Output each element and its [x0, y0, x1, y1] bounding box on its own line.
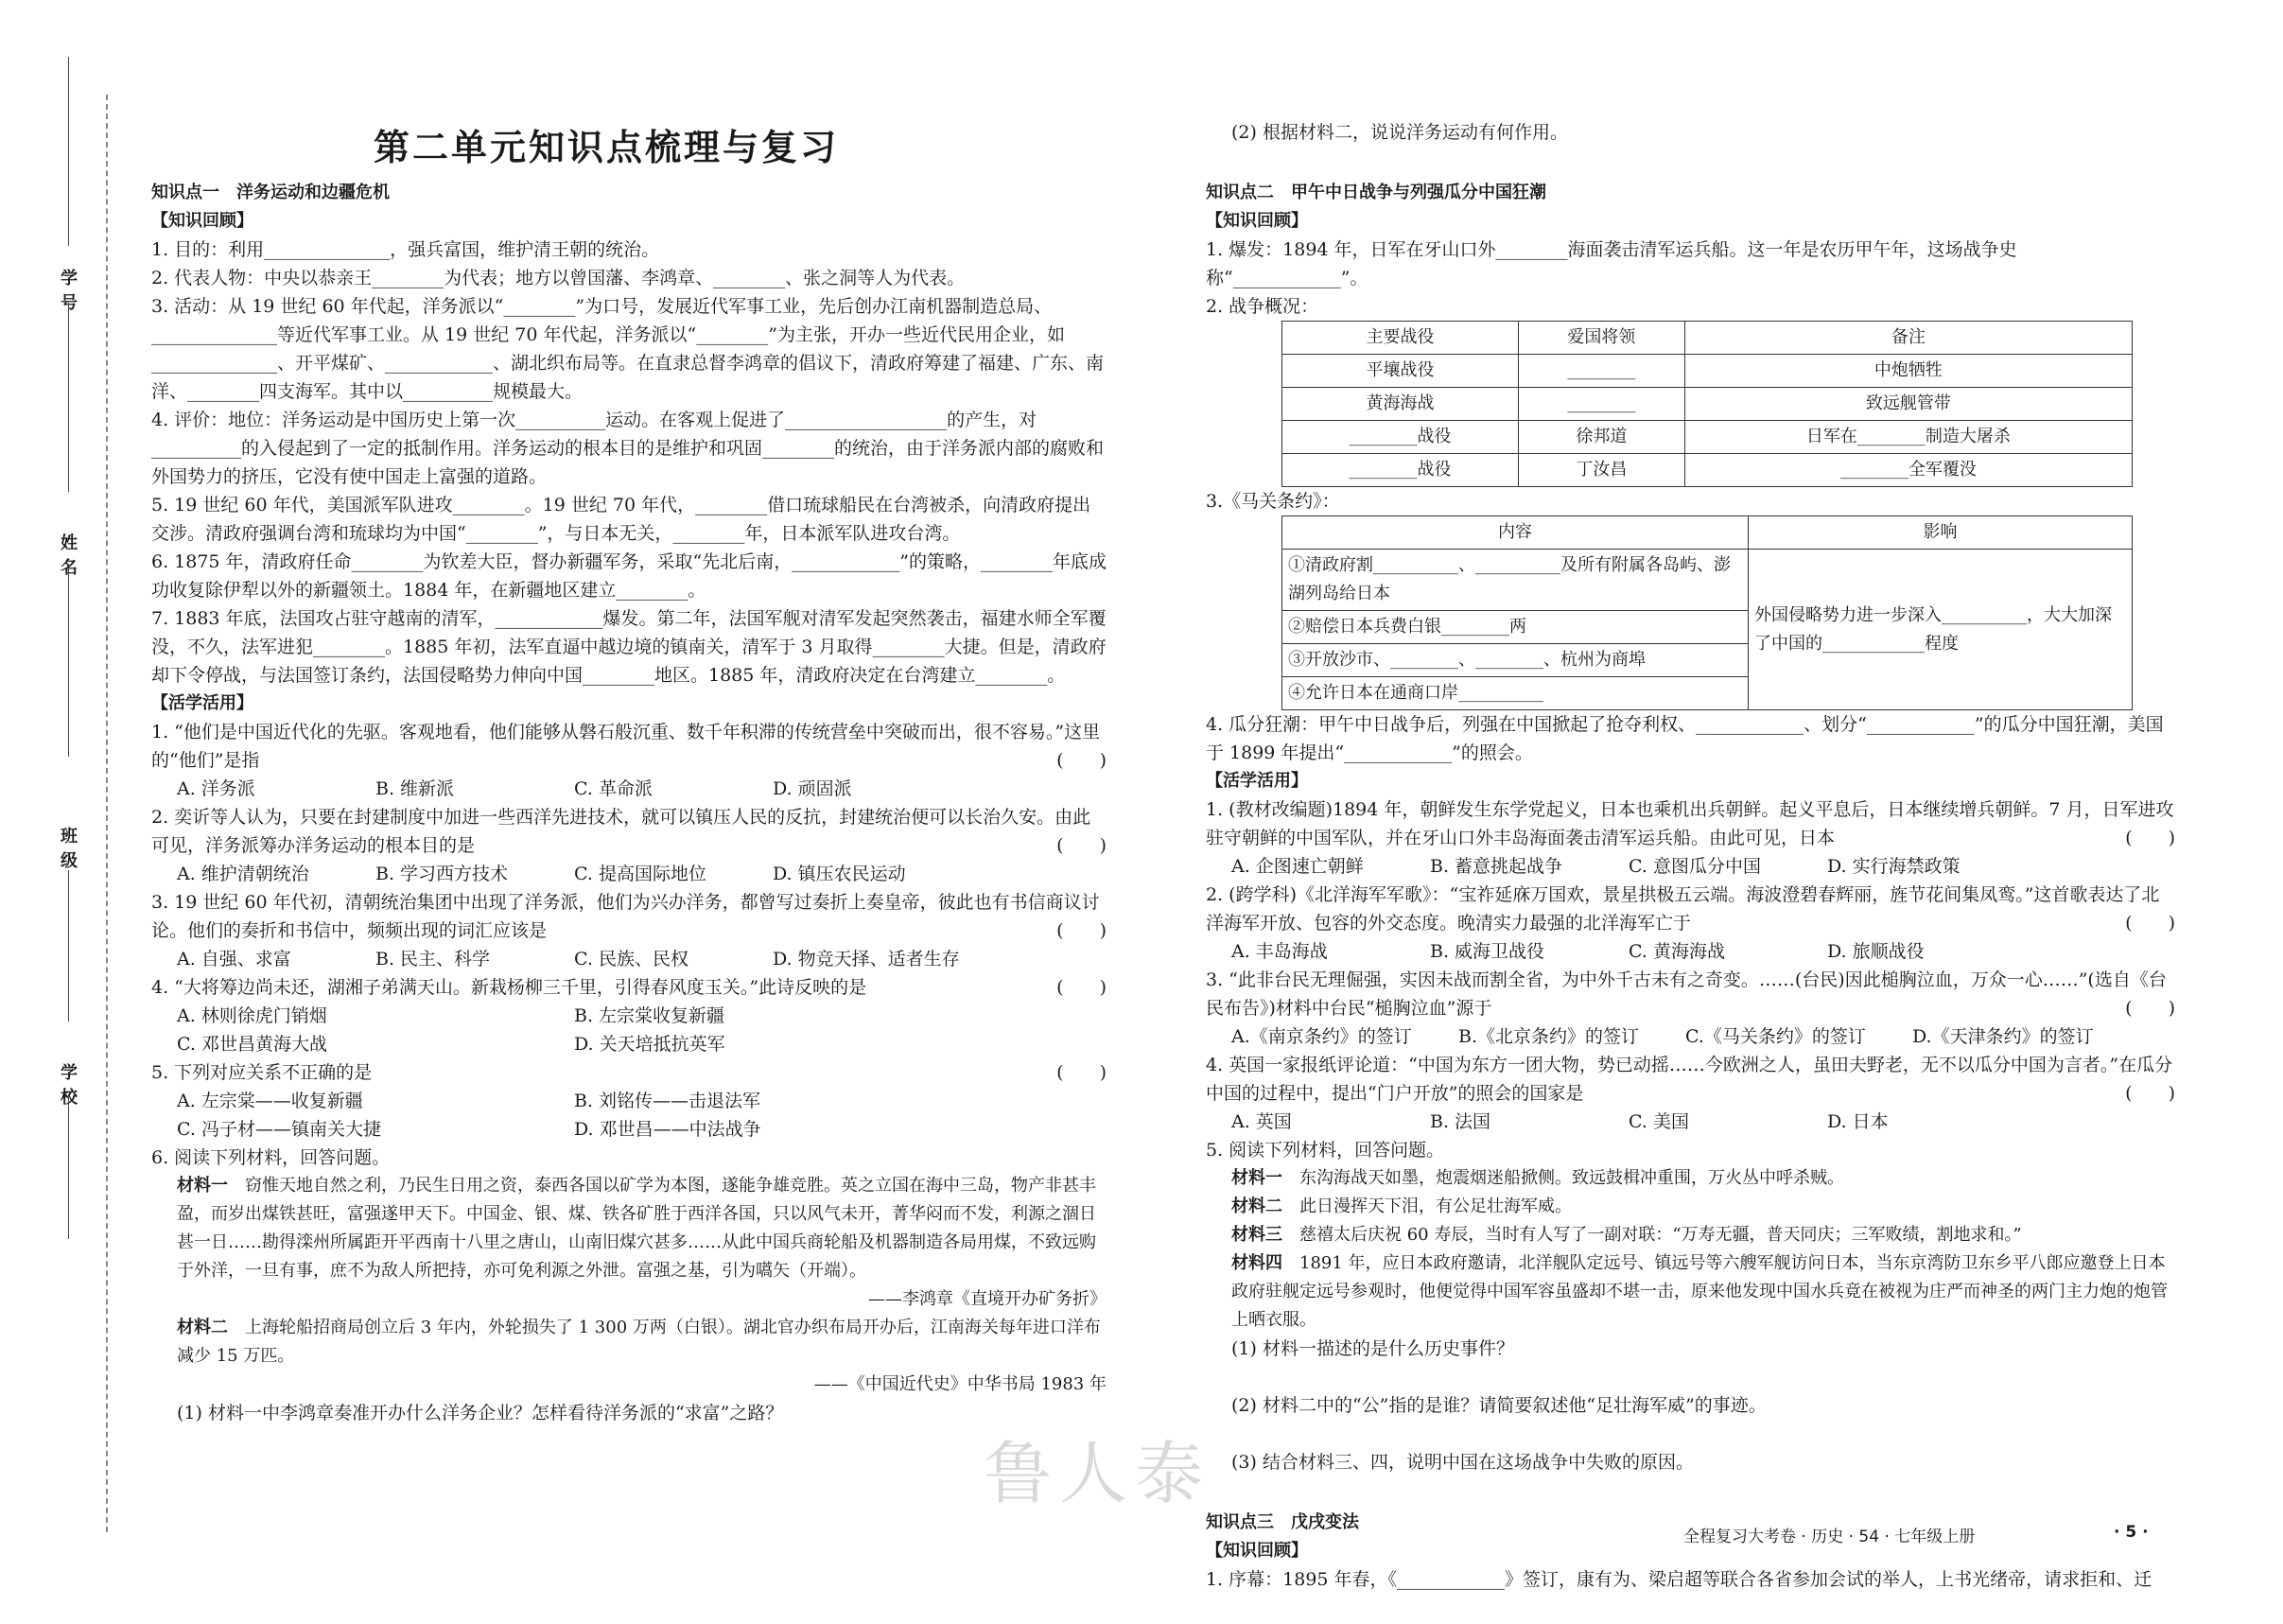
question-5-options: A. 左宗棠——收复新疆 B. 刘铭传——击退法军 [177, 1091, 761, 1111]
xuehao-label: 学号 [61, 269, 78, 313]
r-sub-question-2: (2) 材料二中的“公”指的是谁？请简要叙述他“足壮海军威”的事迹。 [1231, 1395, 1767, 1416]
question-4: 4. “大将筹边尚未还，湖湘子弟满天山。新栽杨柳三千里，引得春风度玉关。”此诗反映的是 ( ) [151, 977, 1107, 998]
cut-line [106, 95, 108, 1532]
treaty-effect: 外国侵略势力进一步深入__________，大大加深了中国的____________程度 [1749, 550, 2133, 710]
sub-question-1: (1) 材料一中李鸿章奏准开办什么洋务企业？怎样看待洋务派的“求富”之路？ [177, 1403, 784, 1423]
r-question-3: 3. “此非台民无理倔强，实因未战而割全省，为中外千古未有之奇变。……(台民)因此槌胸泣血，万众一心……”(选自《台民布告》)材料中台民“槌胸泣血”源于 ( ) [1206, 969, 2175, 1019]
kp1-item-5: 5. 19 世纪 60 年代，美国派军队进攻________。19 世纪 70 年代，________借口琉球船民在台湾被杀，向清政府提出交涉。清政府强调台湾和琉球均为中国“________”，与日本无关，________年，日本派军队进攻台湾。 [151, 495, 1091, 544]
table-row: ①清政府割__________、__________及所有附属各岛屿、澎湖列岛给日本 外国侵略势力进一步深入__________，大大加深了中国的____________程度 [1282, 550, 2133, 611]
r-question-2: 2. (跨学科)《北洋海军军歌》：“宝祚延庥万国欢，景星拱极五云端。海波澄碧春辉丽，旌节花间集凤鸾。”这首歌表达了北洋海军开放、包容的外交态度。晚清实力最强的北洋海军亡于 ( ) [1206, 884, 2175, 934]
right-column [1206, 118, 2175, 1594]
table-row: ③开放沙市、________、________、杭州为商埠 [1282, 644, 2133, 677]
question-3: 3. 19 世纪 60 年代初，清朝统治集团中出现了洋务派，他们为兴办洋务，都曾写过奏折上奏皇帝，彼此也有书信商议讨论。他们的奏折和书信中，频频出现的词汇应该是 ( ) [151, 892, 1107, 941]
r-question-3-options: A.《南京条约》的签订 B.《北京条约》的签订 C.《马关条约》的签订 D.《天津条约》的签订 [1231, 1026, 2094, 1047]
table-row: 黄海海战 ________ 致远舰管带 [1282, 388, 2133, 421]
banji-label: 班级 [61, 827, 78, 871]
r-sub-question-1: (1) 材料一描述的是什么历史事件？ [1231, 1338, 1514, 1359]
r-question-1-options: A. 企图速亡朝鲜 B. 蓄意挑起战争 C. 意图瓜分中国 D. 实行海禁政策 [1231, 856, 1961, 877]
page-title: 第二单元知识点梳理与复习 [374, 127, 840, 168]
xuexiao-label: 学校 [61, 1063, 78, 1108]
review-heading-3: 【知识回顾】 [1206, 1541, 1308, 1561]
kp3-heading: 知识点三 戊戌变法 [1206, 1512, 1359, 1532]
review-heading: 【知识回顾】 [151, 211, 253, 231]
kp1-item-7: 7. 1883 年底，法国攻占驻守越南的清军，____________爆发。第二年，法国军舰对清军发起突然袭击，福建水师全军覆没，不久，法军进犯________。1885 年初，法军直逼中越边境的镇南关，清军于 3 月取得________大捷。但是，清政府却下令停战，与法国签订条约，法国侵略势力伸向中国________地区。1885 年，清政府决定在台湾建立________。 [151, 608, 1107, 686]
xingming-label: 姓名 [61, 533, 78, 578]
material-2-source: ——《中国近代史》中华书局 1983 年 [813, 1374, 1107, 1394]
r-material-3: 材料三 慈禧太后庆祝 60 寿辰，当时有人写了一副对联：“万寿无疆，普天同庆；三军败绩，割地求和。” [1231, 1225, 2022, 1245]
review-heading-2: 【知识回顾】 [1206, 211, 1308, 231]
question-5: 5. 下列对应关系不正确的是 ( ) [151, 1062, 1107, 1083]
material-2: 材料二 上海轮船招商局创立后 3 年内，外轮损失了 1 300 万两（白银）。湖北官办织布局开办后，江南海关每年进口洋布减少 15 万匹。 [177, 1318, 1101, 1366]
binding-margin [0, 0, 123, 1624]
material-1-source: ——李鸿章《直境开办矿务折》 [868, 1289, 1107, 1309]
r-material-2: 材料二 此日漫挥天下泪，有公足壮海军威。 [1231, 1196, 1572, 1216]
r-sub-question-3: (3) 结合材料三、四，说明中国在这场战争中失败的原因。 [1231, 1452, 1694, 1473]
kp1-item-1: 1. 目的：利用______________，强兵富国，维护清王朝的统治。 [151, 239, 660, 260]
table-row: ________战役 徐邦道 日军在________制造大屠杀 [1282, 421, 2133, 454]
kp1-item-6: 6. 1875 年，清政府任命________为钦差大臣，督办新疆军务，采取“先北后南，____________”的策略，________年底成功收复除伊犁以外的新疆领土。1884 年，在新疆地区建立________。 [151, 551, 1107, 601]
r-material-1: 材料一 东沟海战天如墨，炮震烟迷船掀侧。致远鼓楫冲重围，万火丛中呼杀贼。 [1231, 1168, 1844, 1188]
kp3-item-1: 1. 序幕：1895 年春，《____________》签订，康有为、梁启超等联合各省参加会试的举人，上书光绪帝，请求拒和、迁 [1206, 1569, 2152, 1590]
kp2-item-3: 3.《马关条约》： [1206, 491, 1340, 512]
kp2-item-4: 4. 瓜分狂潮：甲午中日战争后，列强在中国掀起了抢夺利权、____________、划分“____________”的瓜分中国狂潮，美国于 1899 年提出“____________”的照会。 [1206, 714, 2164, 763]
question-1-options: A. 洋务派 B. 维新派 C. 革命派 D. 顽固派 [177, 778, 852, 799]
r-question-4-options: A. 英国 B. 法国 C. 美国 D. 日本 [1231, 1111, 1889, 1132]
kp2-item-2: 2. 战争概况： [1206, 296, 1319, 317]
sub-question-2: (2) 根据材料二，说说洋务运动有何作用。 [1231, 122, 1568, 143]
material-1: 材料一 窃惟天地自然之利，乃民生日用之资，泰西各国以矿学为本图，遂能争雄竞胜。英之立国在海中三岛，物产非甚丰盈，而岁出煤铁甚旺，富强遂甲天下。中国金、银、煤、铁各矿胜于西洋各国，只以风气未开，菁华闷而不发，利源之涸日甚一日……勘得滦州所属距开平西南十八里之唐山，山南旧煤穴甚多……从此中国兵商轮船及机器制造各局用煤，不致远购于外洋，一旦有事，庶不为敌人所把持，亦可免利源之外泄。富强之基，引为嚆矢（开端）。 [177, 1176, 1096, 1281]
kp1-item-2: 2. 代表人物：中央以恭亲王________为代表；地方以曾国藩、李鸿章、________、张之洞等人为代表。 [151, 268, 966, 288]
kp1-item-3: 3. 活动：从 19 世纪 60 年代起，洋务派以“________”为口号，发展近代军事工业，先后创办江南机器制造总局、______________等近代军事工业。从 19 世纪 70 年代起，洋务派以“________”为主张，开办一些近代民用企业，如______________、开平煤矿、____________、湖北织布局等。在直隶总督李鸿章的倡议下，清政府筹建了福建、广东、南洋、________四支海军。其中以__________规模最大。 [151, 296, 1105, 402]
battle-table: 主要战役 爱国将领 备注 平壤战役 ________ 中炮牺牲 黄海海战 ________ 致远舰管带 ________战役 徐邦道 日军在________制造大屠杀 ________战役 丁汝昌 ________全军覆没 [1281, 321, 2133, 487]
r-question-2-options: A. 丰岛海战 B. 威海卫战役 C. 黄海海战 D. 旅顺战役 [1231, 941, 1925, 962]
question-3-options: A. 自强、求富 B. 民主、科学 C. 民族、民权 D. 物竞天择、适者生存 [177, 949, 960, 969]
table-row: ④允许日本在通商口岸__________ [1282, 677, 2133, 710]
question-4-options: A. 林则徐虎门销烟 B. 左宗棠收复新疆 [177, 1005, 725, 1026]
practice-heading-2: 【活学活用】 [1206, 771, 1308, 791]
left-column: 知识点一 洋务运动和边疆危机 【知识回顾】 1. 目的：利用______________，强兵富国，维护清王朝的统治。 2. 代表人物：中央以恭亲王________为代表；地方以曾国藩、李鸿章、________、张之洞等人为代表。 3. 活动：从 19 世纪 60 年代起，洋务派以“________”为口号，发展近代军事工业，先后创办江南机器制造总局、______________等近代军事工业。从 19 世纪 70 年代起，洋务派以“________”为主张，开办一些近代民用企业，如______________、开平煤矿、____________、湖北织布局等。在直隶总督李鸿章的倡议下，清政府筹建了福建、广东、南洋、________四支海军。其中以__________规模最大。 4. 评价：地位：洋务运动是中国历史上第一次__________运动。在客观上促进了__________________的产生，对__________的入侵起到了一定的抵制作用。洋务运动的根本目的是维护和巩固________的统治，由于洋务派内部的腐败和外国势力的挤压，它没有使中国走上富强的道路。 5. 19 世纪 60 年代，美国派军队进攻________。19 世纪 70 年代，________借口琉球船民在台湾被杀，向清政府提出交涉。清政府强调台湾和琉球均为中国“________”，与日本无关，________年，日本派军队进攻台湾。 6. 1875 年，清政府任命________为钦差大臣，督办新疆军务，采取“先北后南，____________”的策略，________年底成功收复除伊犁以外的新疆领土。1884 年，在新疆地区建立________。 7. 1883 年底，法国攻占驻守越南的清军，____________爆发。第二年，法国军舰对清军发起突然袭击，福建水师全军覆没，不久，法军进犯________。1885 年初，法军直逼中越边境的镇南关，清军于 3 月取得________大捷。但是，清政府却下令停战，与法国签订条约，法国侵略势力伸向中国________地区。1885 年，清政府决定在台湾建立________。 【活学活用】 1. “他们是中国近代化的先驱。客观地看，他们能够从磐石般沉重、数千年积滞的传统营垒中突破而出，很不容易。”这里的“他们”是指 ( ) A. 洋务派 B. 维新派 C. 革命派 D. 顽固派 2. 奕䜣等人认为，只要在封建制度中加进一些西洋先进技术，就可以镇压人民的反抗，封建统治便可以长治久安。由此可见，洋务派筹办洋务运动的根本目的是 ( ) A. 维护清朝统治 B. 学习西方技术 C. 提高国际地位 D. 镇压农民运动 3. 19 世纪 60 年代初，清朝统治集团中出现了洋务派，他们为兴办洋务，都曾写过奏折上奏皇帝，彼此也有书信商议讨论。他们的奏折和书信中，频频出现的词汇应该是 ( ) A. 自强、求富 B. 民主、科学 C. 民族、民权 D. 物竞天择、适者生存 4. “大将筹边尚未还，湖湘子弟满天山。新栽杨柳三千里，引得春风度玉关。”此诗反映的是 ( ) A. 林则徐虎门销烟 B. 左宗棠收复新疆 C. 邓世昌黄海大战 D. 关天培抵抗英军 5. 下列对应关系不正确的是 ( ) A. 左宗棠——收复新疆 B. 刘铭传——击退法军 C. 冯子材——镇南关大捷 D. 邓世昌——中法战争 6. 阅读下列材料，回答问题。 材料一 窃惟天地自然之利，乃民生日用之资，泰西各国以矿学为本图，遂能争雄竞胜。英之立国在海中三岛，物产非甚丰盈，而岁出煤铁甚旺，富强遂甲天下。中国金、银、煤、铁各矿胜于西洋各国，只以风气未开，菁华闷而不发，利源之涸日甚一日……勘得滦州所属距开平西南十八里之唐山，山南旧煤穴甚多……从此中国兵商轮船及机器制造各局用煤，不致远购于外洋，一旦有事，庶不为敌人所把持，亦可免利源之外泄。富强之基，引为嚆矢（开端）。 ——李鸿章《直境开办矿务折》 材料二 上海轮船招商局创立后 3 年内，外轮损失了 1 300 万两（白银）。湖北官办织布局开办后，江南海关每年进口洋布减少 15 万匹。 ——《中国近代史》中华书局 1983 年 (1) 材料一中李鸿章奏准开办什么洋务企业？怎样看待洋务派的“求富”之路？ [151, 175, 1107, 1427]
table-row: ________战役 丁汝昌 ________全军覆没 [1282, 454, 2133, 487]
question-1: 1. “他们是中国近代化的先驱。客观地看，他们能够从磐石般沉重、数千年积滞的传统营垒中突破而出，很不容易。”这里的“他们”是指 ( ) [151, 722, 1107, 771]
kp1-item-4: 4. 评价：地位：洋务运动是中国历史上第一次__________运动。在客观上促进了__________________的产生，对__________的入侵起到了一定的抵制作用。洋务运动的根本目的是维护和巩固________的统治，由于洋务派内部的腐败和外国势力的挤压，它没有使中国走上富强的道路。 [151, 410, 1105, 487]
table-row: 平壤战役 ________ 中炮牺牲 [1282, 355, 2133, 388]
footer: 全程复习大考卷 · 历史 · 54 · 七年级上册 [1683, 1528, 1976, 1546]
page-number: · 5 · [2114, 1523, 2149, 1542]
r-question-4: 4. 英国一家报纸评论道：“中国为东方一团大物，势已动摇……今欧洲之人，虽田夫野老，无不以瓜分中国为言者。”在瓜分中国的过程中，提出“门户开放”的照会的国家是 ( ) [1206, 1055, 2175, 1104]
question-6: 6. 阅读下列材料，回答问题。 [151, 1147, 391, 1168]
practice-heading: 【活学活用】 [151, 693, 253, 713]
r-question-1: 1. (教材改编题)1894 年，朝鲜发生东学党起义，日本也乘机出兵朝鲜。起义平息后，日本继续增兵朝鲜。7 月，日军进攻驻守朝鲜的中国军队，并在牙山口外丰岛海面袭击清军运兵船。由此可见，日本 ( ) [1206, 799, 2175, 848]
r-question-5: 5. 阅读下列材料，回答问题。 [1206, 1140, 1445, 1161]
kp2-heading: 知识点二 甲午中日战争与列强瓜分中国狂潮 [1206, 183, 1546, 202]
kp1-heading: 知识点一 洋务运动和边疆危机 [151, 183, 390, 202]
table-row: ②赔偿日本兵费白银________两 [1282, 611, 2133, 644]
question-2: 2. 奕䜣等人认为，只要在封建制度中加进一些西洋先进技术，就可以镇压人民的反抗，封建统治便可以长治久安。由此可见，洋务派筹办洋务运动的根本目的是 ( ) [151, 807, 1107, 856]
watermark: 鲁人泰 [984, 1434, 1211, 1513]
treaty-table: 内容 影响 ①清政府割__________、__________及所有附属各岛屿、澎湖列岛给日本 外国侵略势力进一步深入__________，大大加深了中国的____________程度 ②赔偿日本兵费白银________两 ③开放沙市、________、________、杭州为商埠 ④允许日本在通商口岸__________ [1281, 515, 2133, 710]
r-material-4: 材料四 1891 年，应日本政府邀请，北洋舰队定远号、镇远号等六艘军舰访问日本，当东京湾防卫东乡平八郎应邀登上日本政府驻舰定远号参观时，他便觉得中国军容虽盛却不堪一击，原来他发现中国水兵竟在被视为庄严而神圣的两门主力炮的炮管上晒衣服。 [1231, 1253, 2168, 1330]
question-2-options: A. 维护清朝统治 B. 学习西方技术 C. 提高国际地位 D. 镇压农民运动 [177, 864, 906, 884]
kp2-item-1: 1. 爆发：1894 年，日军在牙山口外________海面袭击清军运兵船。这一年是农历甲午年，这场战争史称“____________”。 [1206, 239, 2017, 288]
